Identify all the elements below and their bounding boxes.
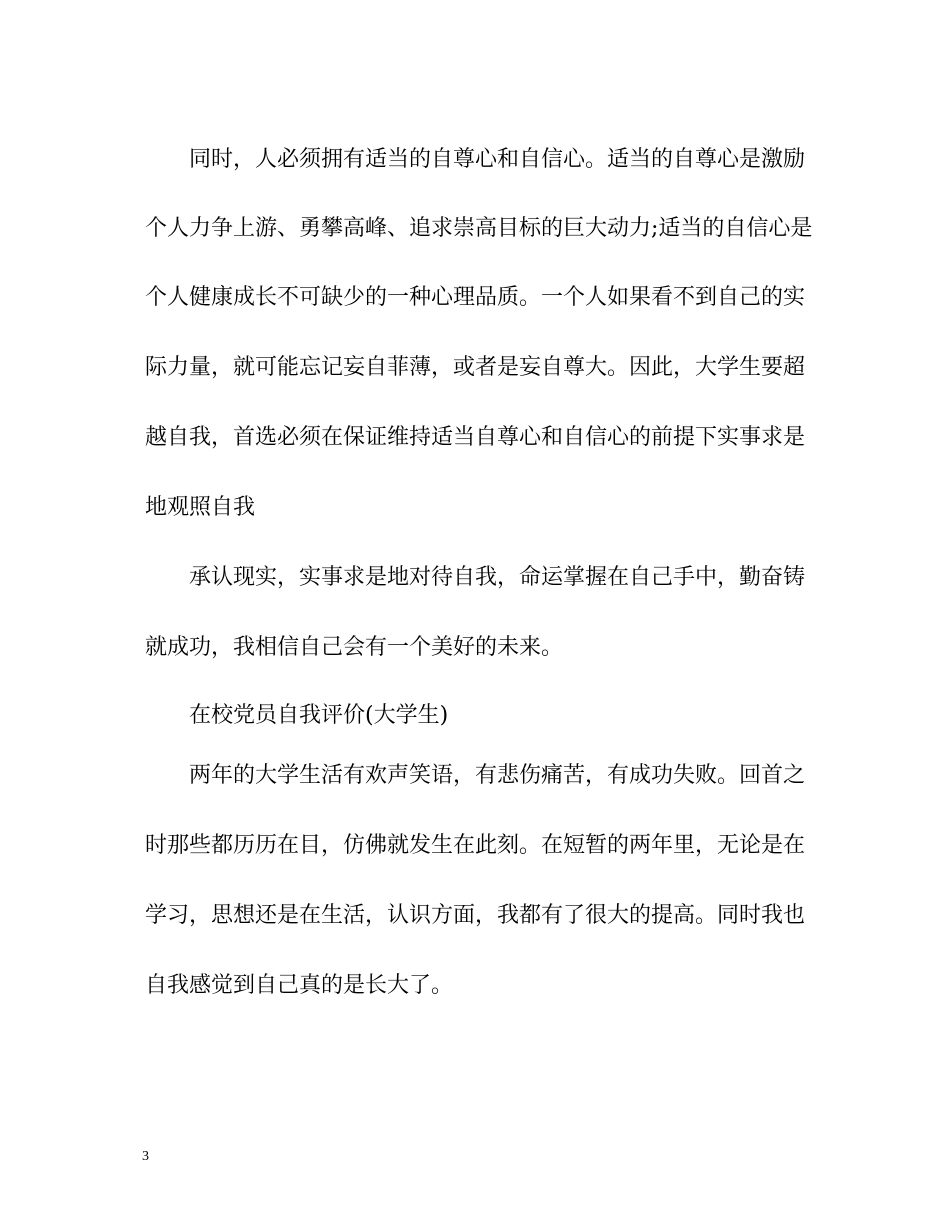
section-heading: 在校党员自我评价(大学生) [189,703,449,728]
paragraph-1-line-3: 个人健康成长不可缺少的一种心理品质。一个人如果看不到自己的实 [145,285,806,310]
paragraph-2-line-1: 承认现实，实事求是地对待自我，命运掌握在自己手中，勤奋铸 [189,565,806,590]
paragraph-1-line-2: 个人力争上游、勇攀高峰、追求崇高目标的巨大动力;适当的自信心是 [145,216,813,241]
paragraph-1-line-6: 地观照自我 [145,495,256,520]
paragraph-1-line-1: 同时，人必须拥有适当的自尊心和自信心。适当的自尊心是激励 [189,147,806,172]
paragraph-1-line-4: 际力量，就可能忘记妄自菲薄，或者是妄自尊大。因此，大学生要超 [145,355,806,380]
paragraph-3-line-1: 两年的大学生活有欢声笑语，有悲伤痛苦，有成功失败。回首之 [189,763,806,788]
paragraph-3-line-3: 学习，思想还是在生活，认识方面，我都有了很大的提高。同时我也 [145,903,806,928]
paragraph-1-line-5: 越自我，首选必须在保证维持适当自尊心和自信心的前提下实事求是 [145,425,806,450]
page-number: 3 [142,1149,149,1164]
paragraph-3-line-4: 自我感觉到自己真的是长大了。 [145,973,454,998]
paragraph-2-line-2: 就成功，我相信自己会有一个美好的未来。 [145,635,564,660]
paragraph-3-line-2: 时那些都历历在目，仿佛就发生在此刻。在短暂的两年里，无论是在 [145,833,806,858]
